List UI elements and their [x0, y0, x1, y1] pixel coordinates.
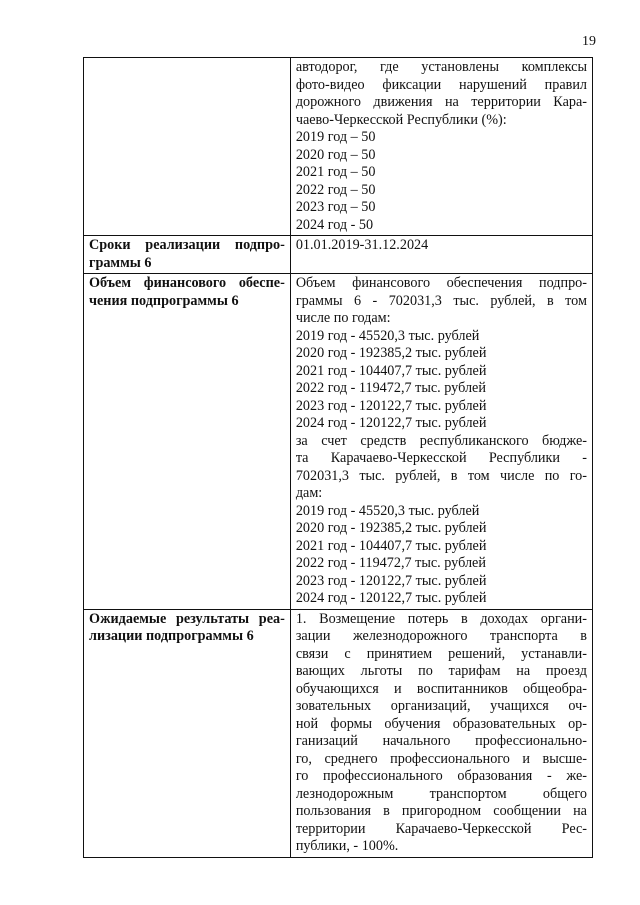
- row-content-line: фото-видео фиксации нарушений правил: [295, 76, 587, 93]
- row-content-line: 2024 год - 50: [295, 216, 374, 233]
- row-content-line: связи с принятием решений, устанавли-: [295, 645, 587, 662]
- row-content-line: 2020 год – 50: [295, 146, 376, 163]
- row-label-line: чения подпрограммы 6: [89, 292, 239, 309]
- row-content-line: 2021 год - 104407,7 тыс. рублей: [295, 362, 487, 379]
- row-content-line: граммы 6 - 702031,3 тыс. рублей, в том: [295, 292, 587, 309]
- row-content-line: 2022 год - 119472,7 тыс. рублей: [295, 380, 486, 396]
- row-label-cell: [84, 609, 291, 857]
- row-content-line: обучающихся и воспитанников общеобра-: [295, 680, 587, 697]
- row-content-line: 2023 год - 120122,7 тыс. рублей: [295, 572, 487, 589]
- row-content-line: 2021 год – 50: [295, 164, 376, 180]
- row-content-line: дорожного движения на территории Кара-: [295, 94, 587, 110]
- row-content-line: публики, - 100%.: [295, 838, 399, 854]
- row-content-line: 2024 год - 120122,7 тыс. рублей: [295, 590, 487, 606]
- row-label-line: граммы 6: [89, 254, 152, 271]
- table-row: [84, 274, 593, 610]
- row-content-line: зации железнодорожного транспорта в: [295, 628, 587, 644]
- row-label-cell: [84, 58, 291, 236]
- row-content-cell: [290, 274, 592, 610]
- row-content-line: та Карачаево-Черкесской Республики -: [295, 450, 587, 466]
- row-content-line: 2019 год - 45520,3 тыс. рублей: [295, 327, 480, 344]
- row-content-line: пользования в пригородном сообщении на: [295, 803, 587, 819]
- row-label-line: Объем финансового обеспе-: [89, 275, 285, 291]
- page-number: 19: [582, 34, 596, 49]
- row-content-line: ганизаций начального профессионально-: [295, 733, 587, 749]
- row-content-line: 2021 год - 104407,7 тыс. рублей: [295, 537, 487, 554]
- row-content-line: 702031,3 тыс. рублей, в том числе по го-: [295, 467, 587, 484]
- row-label-line: Сроки реализации подпро-: [89, 237, 285, 253]
- row-content-line: числе по годам:: [295, 310, 391, 326]
- row-content-line: 2022 год – 50: [295, 181, 376, 198]
- row-content-line: территории Карачаево-Черкесской Рес-: [295, 820, 587, 837]
- row-content-line: го профессионального образования - же-: [295, 768, 587, 784]
- row-label-cell: [84, 274, 291, 610]
- row-content-line: дам:: [295, 485, 323, 501]
- row-content-cell: [290, 609, 592, 857]
- row-content-line: лезнодорожным транспортом общего: [295, 785, 587, 802]
- row-content-line: 01.01.2019-31.12.2024: [295, 237, 429, 253]
- row-content-line: 2019 год - 45520,3 тыс. рублей: [295, 502, 480, 519]
- row-content-line: 2023 год - 120122,7 тыс. рублей: [295, 397, 487, 414]
- row-content-line: 1. Возмещение потерь в доходах органи-: [295, 610, 587, 627]
- row-content-line: автодорог, где установлены комплексы: [295, 59, 587, 75]
- table-row: [84, 58, 593, 236]
- row-label-line: лизации подпрограммы 6: [89, 628, 254, 644]
- row-content-line: за счет средств республиканского бюдже-: [295, 432, 587, 449]
- row-content-line: 2019 год – 50: [295, 129, 376, 145]
- row-label-cell: [84, 236, 291, 274]
- row-content-cell: [290, 58, 592, 236]
- row-content-line: 2020 год - 192385,2 тыс. рублей: [295, 520, 487, 536]
- row-content-line: 2024 год - 120122,7 тыс. рублей: [295, 415, 487, 431]
- row-content-line: 2022 год - 119472,7 тыс. рублей: [295, 555, 486, 571]
- row-content-line: го, среднего профессионального и высше-: [295, 750, 587, 767]
- row-content-line: ной формы обучения образовательных ор-: [295, 715, 587, 732]
- passport-table: [83, 57, 593, 858]
- row-content-cell: [290, 236, 592, 274]
- row-content-line: 2020 год - 192385,2 тыс. рублей: [295, 345, 487, 361]
- row-content-line: чаево-Черкесской Республики (%):: [295, 111, 507, 128]
- row-content-line: вающих льготы по тарифам на проезд: [295, 663, 587, 679]
- row-content-line: Объем финансового обеспечения подпро-: [295, 275, 587, 291]
- row-label-line: Ожидаемые результаты реа-: [89, 610, 285, 627]
- table-body: [84, 58, 593, 858]
- row-content-line: зовательных организаций, учащихся оч-: [295, 698, 587, 714]
- table-row: [84, 236, 593, 274]
- table-row: [84, 609, 593, 857]
- row-content-line: 2023 год – 50: [295, 199, 376, 215]
